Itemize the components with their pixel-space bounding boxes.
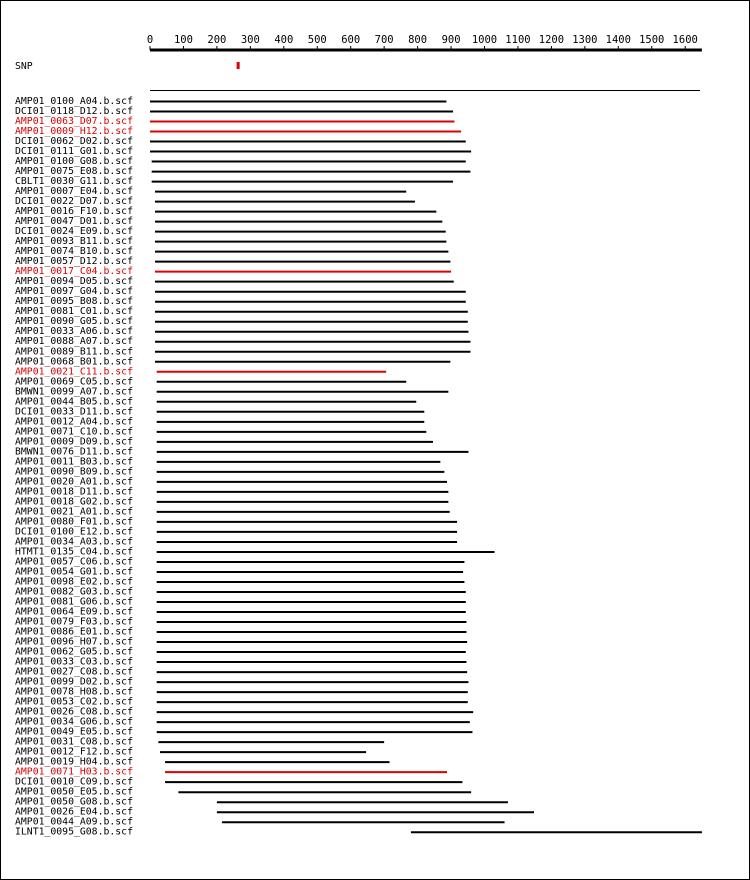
read-name-label[interactable]: AMP01_0018_G02.b.scf: [15, 496, 133, 508]
read-name-label[interactable]: DCI01_0022_D07.b.scf: [15, 196, 133, 208]
read-name-label[interactable]: AMP01_0069_C05.b.scf: [15, 376, 133, 388]
read-name-label[interactable]: AMP01_0086_E01.b.scf: [15, 626, 133, 638]
read-name-label[interactable]: AMP01_0026_C08.b.scf: [15, 706, 133, 718]
read-name-label[interactable]: AMP01_0057_D12.b.scf: [15, 256, 133, 268]
read-name-label[interactable]: AMP01_0034_G06.b.scf: [15, 716, 133, 728]
axis-tick-label: 1200: [538, 34, 565, 46]
read-name-label[interactable]: AMP01_0020_A01.b.scf: [15, 476, 133, 488]
read-name-label[interactable]: DCI01_0118_D12.b.scf: [15, 106, 133, 118]
read-name-label[interactable]: AMP01_0100_A04.b.scf: [15, 96, 133, 107]
axis-tick-label: 1000: [471, 34, 498, 46]
read-name-label[interactable]: AMP01_0026_E04.b.scf: [15, 806, 133, 818]
read-name-label[interactable]: DCI01_0033_D11.b.scf: [15, 406, 133, 418]
read-name-label[interactable]: AMP01_0012_A04.b.scf: [15, 416, 133, 428]
read-name-label[interactable]: AMP01_0018_D11.b.scf: [15, 486, 133, 498]
read-name-label[interactable]: AMP01_0090_B09.b.scf: [15, 466, 133, 478]
read-name-label[interactable]: AMP01_0053_C02.b.scf: [15, 696, 133, 708]
axis-tick-label: 1300: [572, 34, 598, 46]
axis-tick-label: 500: [307, 34, 327, 46]
read-name-label[interactable]: AMP01_0011_B03.b.scf: [15, 456, 133, 468]
read-name-label[interactable]: AMP01_0081_G06.b.scf: [15, 596, 133, 608]
read-name-label[interactable]: DCI01_0062_D02.b.scf: [15, 136, 133, 148]
read-name-label[interactable]: AMP01_0099_D02.b.scf: [15, 676, 133, 688]
position-axis: [147, 34, 702, 50]
read-name-label[interactable]: BMWN1_0076_D11.b.scf: [15, 446, 133, 458]
read-name-label[interactable]: AMP01_0095_B08.b.scf: [15, 296, 133, 308]
read-name-label[interactable]: AMP01_0033_A06.b.scf: [15, 326, 133, 338]
read-name-label[interactable]: AMP01_0017_C04.b.scf: [15, 266, 133, 278]
read-name-label[interactable]: AMP01_0098_E02.b.scf: [15, 576, 133, 588]
read-row[interactable]: [15, 827, 702, 838]
read-name-label[interactable]: AMP01_0016_F10.b.scf: [15, 206, 133, 218]
read-name-label[interactable]: AMP01_0094_D05.b.scf: [15, 276, 133, 288]
read-name-label[interactable]: AMP01_0088_A07.b.scf: [15, 336, 133, 348]
read-name-label[interactable]: AMP01_0071_H03.b.scf: [15, 766, 133, 778]
read-name-label[interactable]: HTMT1_0135_C04.b.scf: [15, 546, 133, 558]
snp-marker: [237, 62, 240, 69]
read-name-label[interactable]: AMP01_0021_C11.b.scf: [15, 366, 133, 378]
read-name-label[interactable]: AMP01_0090_G05.b.scf: [15, 316, 133, 328]
read-name-label[interactable]: DCI01_0111_G01.b.scf: [15, 146, 133, 158]
read-name-label[interactable]: ILNT1_0095_G08.b.scf: [15, 826, 133, 838]
read-name-label[interactable]: AMP01_0079_F03.b.scf: [15, 616, 133, 628]
axis-tick-label: 200: [207, 34, 227, 46]
read-name-label[interactable]: BMWN1_0099_A07.b.scf: [15, 386, 133, 398]
read-name-label[interactable]: AMP01_0068_B01.b.scf: [15, 356, 133, 368]
read-name-label[interactable]: AMP01_0081_C01.b.scf: [15, 306, 133, 318]
read-name-label[interactable]: AMP01_0097_G04.b.scf: [15, 286, 133, 298]
read-name-label[interactable]: AMP01_0009_H12.b.scf: [15, 126, 133, 138]
read-name-label[interactable]: AMP01_0093_B11.b.scf: [15, 236, 133, 248]
axis-tick-label: 800: [408, 34, 428, 46]
axis-tick-label: 600: [341, 34, 361, 46]
axis-tick-label: 1100: [505, 34, 531, 46]
read-name-label[interactable]: AMP01_0044_A09.b.scf: [15, 816, 133, 828]
read-name-label[interactable]: AMP01_0062_G05.b.scf: [15, 646, 133, 658]
read-name-label[interactable]: AMP01_0027_C08.b.scf: [15, 666, 133, 678]
read-name-label[interactable]: AMP01_0074_B10.b.scf: [15, 246, 133, 258]
read-name-label[interactable]: AMP01_0007_E04.b.scf: [15, 186, 133, 198]
read-name-label[interactable]: AMP01_0031_C08.b.scf: [15, 736, 133, 748]
read-name-label[interactable]: AMP01_0047_D01.b.scf: [15, 216, 133, 228]
read-name-label[interactable]: AMP01_0064_E09.b.scf: [15, 606, 133, 618]
read-name-label[interactable]: DCI01_0024_E09.b.scf: [15, 226, 133, 238]
read-name-label[interactable]: AMP01_0044_B05.b.scf: [15, 396, 133, 408]
axis-tick-label: 300: [240, 34, 260, 46]
axis-tick-label: 900: [441, 34, 461, 46]
read-name-label[interactable]: AMP01_0021_A01.b.scf: [15, 506, 133, 518]
axis-tick-label: 1600: [672, 34, 698, 46]
read-name-label[interactable]: AMP01_0057_C06.b.scf: [15, 556, 133, 568]
read-name-label[interactable]: DCI01_0010_C09.b.scf: [15, 776, 133, 788]
axis-tick-label: 1400: [605, 34, 631, 46]
read-name-label[interactable]: AMP01_0054_G01.b.scf: [15, 566, 133, 578]
read-name-label[interactable]: AMP01_0080_F01.b.scf: [15, 516, 133, 528]
read-name-label[interactable]: AMP01_0063_D07.b.scf: [15, 116, 133, 128]
read-name-label[interactable]: AMP01_0049_E05.b.scf: [15, 726, 133, 738]
read-name-label[interactable]: AMP01_0050_E05.b.scf: [15, 786, 133, 798]
read-name-label[interactable]: AMP01_0019_H04.b.scf: [15, 756, 133, 768]
read-name-label[interactable]: AMP01_0009_D09.b.scf: [15, 436, 133, 448]
axis-tick-label: 100: [173, 34, 193, 46]
read-name-label[interactable]: AMP01_0050_G08.b.scf: [15, 796, 133, 808]
read-name-label[interactable]: AMP01_0078_H08.b.scf: [15, 686, 133, 698]
snp-track: [237, 62, 240, 69]
axis-tick-label: 700: [374, 34, 394, 46]
read-name-label[interactable]: AMP01_0012_F12.b.scf: [15, 746, 133, 758]
read-name-label[interactable]: AMP01_0075_E08.b.scf: [15, 166, 133, 178]
read-name-label[interactable]: CBLT1_0030_G11.b.scf: [15, 176, 133, 188]
axis-tick-label: 400: [274, 34, 294, 46]
snp-track-label: SNP: [15, 61, 33, 72]
read-name-label[interactable]: AMP01_0071_C10.b.scf: [15, 426, 133, 438]
read-list: [15, 96, 702, 838]
read-name-label[interactable]: AMP01_0089_B11.b.scf: [15, 346, 133, 358]
read-name-label[interactable]: AMP01_0100_G08.b.scf: [15, 156, 133, 168]
read-name-label[interactable]: AMP01_0096_H07.b.scf: [15, 636, 133, 648]
read-name-label[interactable]: AMP01_0033_C03.b.scf: [15, 656, 133, 668]
read-name-label[interactable]: AMP01_0034_A03.b.scf: [15, 536, 133, 548]
axis-tick-label: 1500: [639, 34, 665, 46]
read-name-label[interactable]: DCI01_0100_E12.b.scf: [15, 526, 133, 538]
read-name-label[interactable]: AMP01_0082_G03.b.scf: [15, 586, 133, 598]
axis-tick-label: 0: [146, 34, 154, 46]
